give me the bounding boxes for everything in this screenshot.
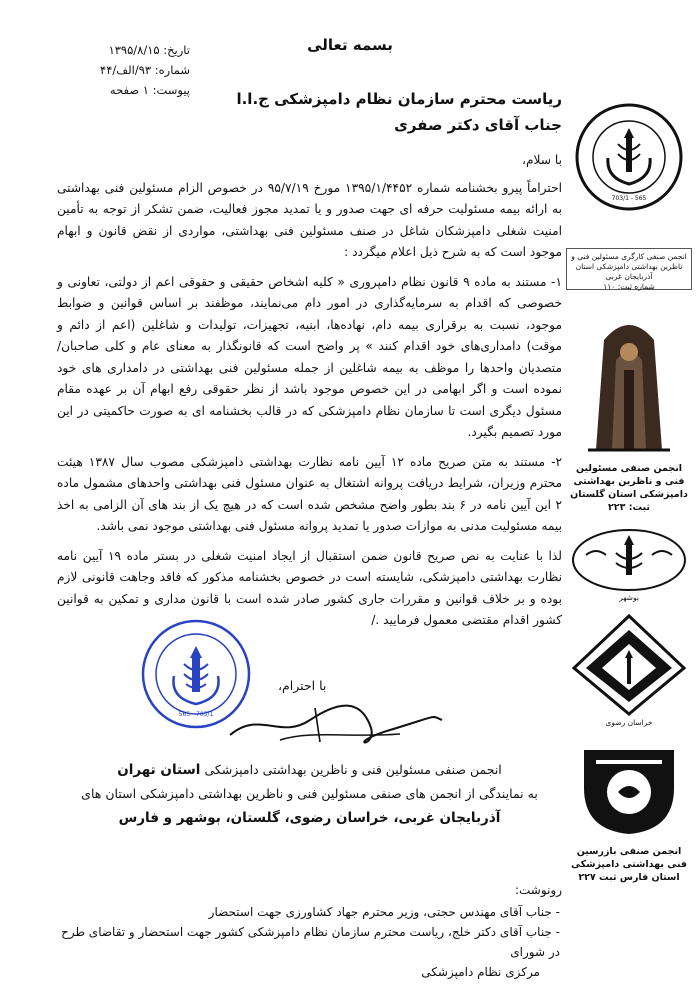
- cc-title: رونوشت:: [514, 883, 562, 897]
- khorasan-association-logo: [566, 612, 692, 717]
- letter-heading: بسمه تعالی: [307, 36, 393, 54]
- greeting: با سلام،: [522, 153, 562, 167]
- attachment-line: پیوست: ۱ صفحه: [109, 83, 190, 97]
- paragraph-item-1: ۱- مستند به ماده ۹ قانون نظام دامپروری « کلیه اشخاص حقیقی و حقوقی اعم از دولتی، تعاونی و خصوصی که اقدام به سرمایه‌گذاری در امور دام می‌نمایند، موظفند بر اساس قوانین و ضوابط موجود، نسبت به برقراری بیمه دام، نهاده‌ها، ابنیه، تجهیزات، تولیدات و شاغلین (اعم از دائم و موقت) دامداری‌های خود اقدام کنند » پر واضح است که قانونگذار به معنای عام و کلی صاحبان/متصدیان واحدها را موظف به بیمه شاغلین از جمله مسئولین فنی بهداشتی در دامداری های خود نموده است و اگر ابهامی در این خصوص موجود باشد از نظر حقوقی رفع ابهام آن بر عهده مقام مسئول دیگری است تا سازمان نظام دامپزشکی که در قالب بخشنامه ای به صورت حاکمیتی در این مورد تصمیم بگیرد.: [57, 274, 562, 439]
- bushehr-caption: بوشهر: [619, 593, 639, 602]
- representation-line: به نمایندگی از انجمن های صنفی مسئولین فنی و ناظرین بهداشتی دامپزشکی استان های: [81, 786, 538, 801]
- fars-caption: انجمن صنفی بازرسین فنی بهداشتی دامپزشکی استان فارس ثبت ۲۲۷: [570, 846, 688, 883]
- fars-association-logo: [566, 740, 692, 840]
- addressee: [142, 86, 562, 138]
- closing-respect: با احترام،: [278, 678, 327, 693]
- cc-item-2: - جناب آقای دکتر خلج، ریاست محترم سازمان نظام دامپزشکی کشور جهت استحضار و تقاضای طرح در شورای: [61, 925, 560, 959]
- letter-body: [57, 150, 562, 640]
- signature: [220, 690, 450, 750]
- tehran-association-logo: [566, 100, 692, 215]
- khorasan-caption: خراسان رضوی: [605, 718, 653, 727]
- paragraph-conclusion: لذا با عنایت به نص صریح قانون ضمن استقبال از ایجاد امنیت شغلی در بستر ماده ۱۹ آیین نامه نظارت بهداشتی دامپزشکی، شایسته است در خصوص بخشنامه مذکور که فاقد وجاهت قانونی لازم بوده و بر خلاف قوانین و مقررات جاری کشور صادر شده است با قانون مداری و تمکین به قوانین کشور اقدام مقتضی معمول فرمایید ./: [57, 548, 563, 627]
- golestan-caption: انجمن صنفی مسئولین فنی و ناظرین بهداشتی دامپزشکی استان گلستان ثبت: ۲۲۳: [570, 463, 688, 513]
- date-line: تاریخ: ۱۳۹۵/۸/۱۵: [108, 43, 190, 57]
- paragraph-intro: احتراماً پیرو بخشنامه شماره ۱۳۹۵/۱/۴۴۵۲ مورخ ۹۵/۷/۱۹ در خصوص الزام مسئولین فنی بهداشتی به ارائه بیمه مسئولیت حرفه ای جهت صدور و یا تمدید مجوز فعالیت، ضمن تشکر از توجه به تأمین امنیت شغلی دامپزشکان شاغل در صنف مسئولین فنی بهداشتی، مواردی از نقض قانون و ابهام موجود است که به شرح ذیل اعلام میگردد :: [57, 180, 562, 259]
- cc-block: [57, 880, 562, 982]
- sender-association: انجمن صنفی مسئولین فنی و ناظرین بهداشتی دامپزشکی استان تهران: [117, 762, 502, 778]
- provinces-list: آذربایجان غربی، خراسان رضوی، گلستان، بوشهر و فارس: [118, 810, 501, 826]
- cc-item-2-continued: مرکزی نظام دامپزشکی: [421, 965, 540, 979]
- cc-item-1: - جناب آقای مهندس حجتی، وزیر محترم جهاد کشاورزی جهت استحضار: [208, 905, 560, 919]
- west-azarbaijan-logo: انجمن صنفی کارگری مسئولین فنی و ناظرین بهداشتی دامپزشکی استان آذربایجان غربی شماره ثبت: ۱۱۰: [566, 248, 692, 290]
- golestan-association-logo: [566, 300, 692, 460]
- sender-block: [57, 758, 562, 830]
- addressee-title: ریاست محترم سازمان نظام دامپزشکی ج.ا.ا: [236, 90, 562, 108]
- number-line: شماره: ۹۳/الف/۴۴: [100, 63, 190, 77]
- association-logos-sidebar: [566, 100, 692, 980]
- svg-text:703/1 - 565: 703/1 - 565: [611, 195, 647, 202]
- addressee-name: جناب آقای دکتر صفری: [394, 116, 562, 134]
- svg-text:565 - 703/1: 565 - 703/1: [178, 711, 214, 718]
- bushehr-association-logo: [566, 525, 692, 595]
- paragraph-item-2: ۲- مستند به متن صریح ماده ۱۲ آیین نامه نظارت بهداشتی دامپزشکی مصوب سال ۱۳۸۷ هیئت محترم وزیران، شرایط دریافت پروانه اشتغال به عنوان مسئول فنی بهداشتی واحدهای مشمول ماده ۲ این آیین نامه در ۶ بند بطور واضح مشخص شده است که در هیچ یک از بند های آن الزامی به اخذ بیمه مسئولیت مدنی به موازات صدور یا تمدید پروانه مسئول فنی بهداشتی موجود نمی باشد.: [57, 454, 563, 533]
